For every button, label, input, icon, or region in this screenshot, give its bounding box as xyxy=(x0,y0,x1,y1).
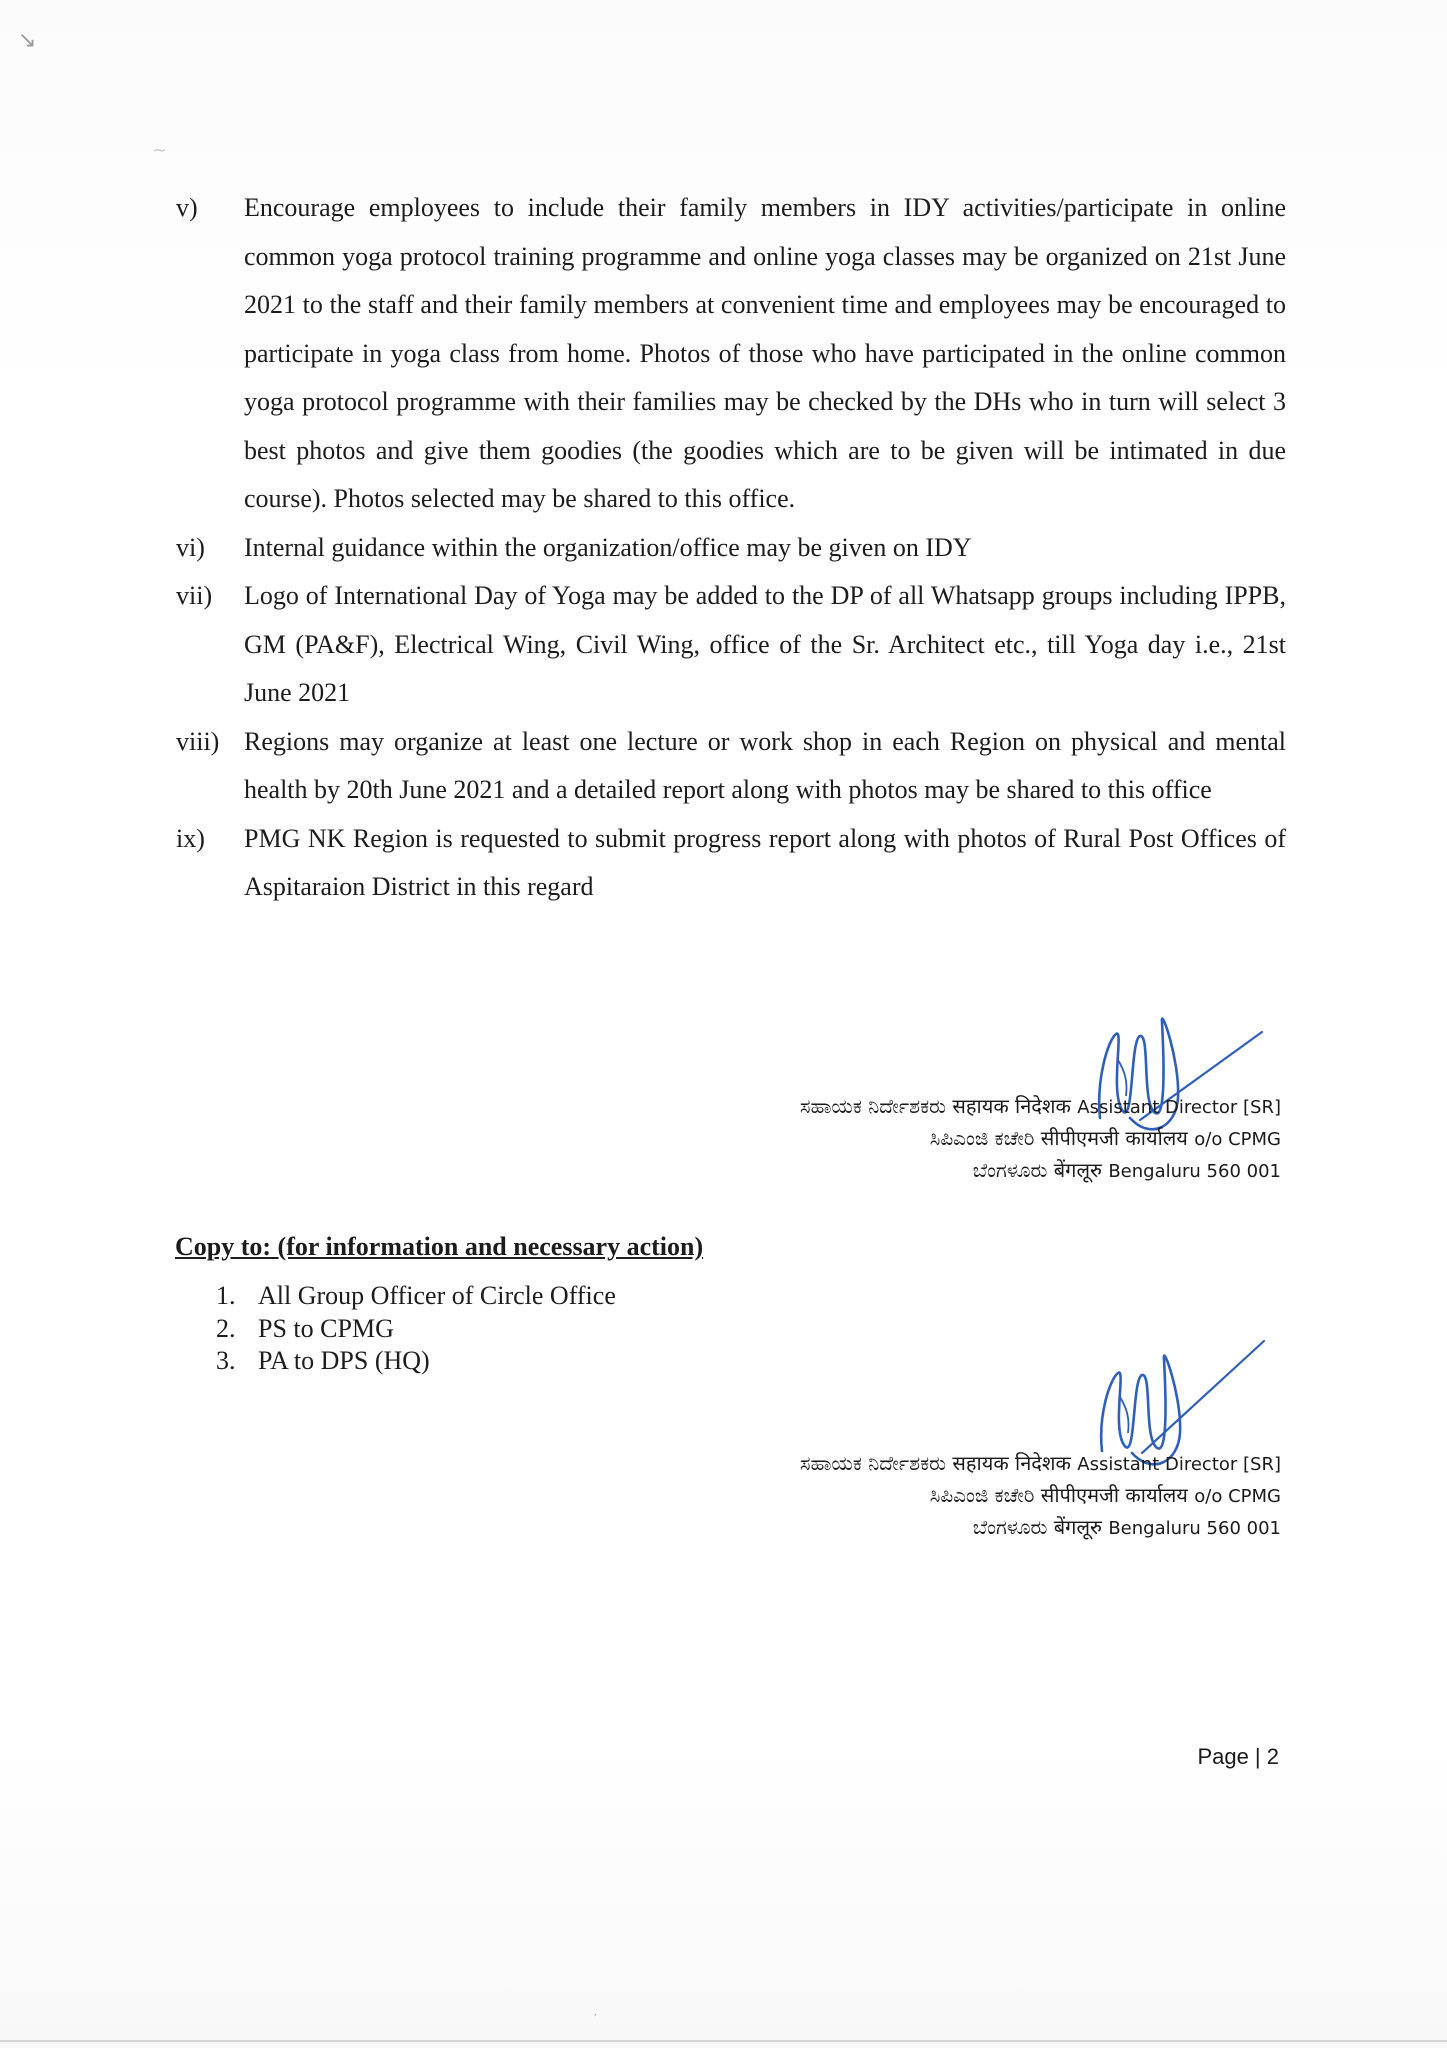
city-line xyxy=(800,1512,1281,1544)
item-text: Logo of International Day of Yoga may be added to the DP of all Whatsapp groups including IPPB, GM (PA&F), Electrical Wing, Civil Wing, office of the Sr. Architect etc., till Yoga day i.e., 21st June 2021 xyxy=(244,581,1286,707)
copy-to-text: PS to CPMG xyxy=(258,1313,394,1343)
item-number: viii) xyxy=(176,726,220,756)
city-english: Bengaluru 560 001 xyxy=(1108,1161,1281,1182)
item-text: Regions may organize at least one lecture or work shop in each Region on physical and mental health by 20th June 2021 and a detailed report along with photos may be shared to this office xyxy=(244,726,1286,804)
item-text: PMG NK Region is requested to submit progress report along with photos of Rural Post Offices of Aspitaraion District in this regard xyxy=(244,823,1286,901)
page-number: Page | 2 xyxy=(1197,1744,1279,1769)
copy-to-item xyxy=(216,1280,616,1313)
designation-english: Assistant Director [SR] xyxy=(1077,1097,1281,1118)
item-text: Encourage employees to include their family members in IDY activities/participate in online common yoga protocol training programme and online yoga classes may be organized on 21st June 2021 to the staff and their family members at convenient time and employees may be encouraged to participate in yoga class from home. Photos of those who have participated in the online common yoga protocol programme with their families may be checked by the DHs who in turn will select 3 best photos and give them goodies (the goodies which are to be given will be intimated in due course). Photos selected may be shared to this office. xyxy=(244,193,1286,513)
designation-line xyxy=(800,1448,1281,1480)
office-line xyxy=(800,1123,1281,1155)
office-regional: ಸಿಪಿಎಂಜಿ ಕಚೇರಿ सीपीएमजी कार्यालय xyxy=(929,1126,1188,1150)
designation-regional: ಸಹಾಯಕ ನಿರ್ದೇಶಕರು सहायक निदेशक xyxy=(799,1094,1071,1118)
page-edge xyxy=(0,2040,1447,2042)
list-item xyxy=(176,718,1286,815)
designation-english: Assistant Director [SR] xyxy=(1077,1454,1281,1475)
designation-line xyxy=(800,1091,1281,1123)
item-number: vii) xyxy=(176,581,213,610)
copy-to-list xyxy=(216,1280,616,1378)
item-number: ix) xyxy=(176,823,205,853)
office-regional: ಸಿಪಿಎಂಜಿ ಕಚೇರಿ सीपीएमजी कार्यालय xyxy=(929,1483,1188,1507)
office-english: o/o CPMG xyxy=(1194,1129,1281,1150)
city-regional: ಬೆಂಗಳೂರು बेंगलूरु xyxy=(972,1158,1102,1182)
copy-to-number: 1. xyxy=(216,1281,236,1310)
copy-to-item xyxy=(216,1345,616,1378)
copy-to-number: 3. xyxy=(216,1346,236,1375)
scan-artifact: ↘ xyxy=(18,28,37,53)
copy-to-text: PA to DPS (HQ) xyxy=(258,1346,430,1375)
city-line xyxy=(800,1155,1281,1187)
office-english: o/o CPMG xyxy=(1194,1486,1281,1507)
city-english: Bengaluru 560 001 xyxy=(1108,1518,1281,1539)
signature-block xyxy=(800,1091,1281,1187)
city-regional: ಬೆಂಗಳೂರು बेंगलूरु xyxy=(972,1515,1102,1539)
copy-to-number: 2. xyxy=(216,1313,236,1343)
list-item xyxy=(176,572,1286,718)
signature-block xyxy=(800,1448,1281,1544)
list-item xyxy=(176,184,1286,524)
office-line xyxy=(800,1480,1281,1512)
scan-artifact: ′ xyxy=(594,2012,597,2026)
copy-to-text: All Group Officer of Circle Office xyxy=(258,1281,616,1310)
copy-to-heading: Copy to: (for information and necessary action) xyxy=(175,1232,704,1261)
copy-to-item xyxy=(216,1313,616,1346)
item-number: v) xyxy=(176,193,198,222)
instruction-list xyxy=(176,184,1286,912)
designation-regional: ಸಹಾಯಕ ನಿರ್ದೇಶಕರು सहायक निदेशक xyxy=(799,1451,1071,1475)
list-item xyxy=(176,815,1286,912)
item-number: vi) xyxy=(176,532,205,562)
scan-artifact: ~ xyxy=(152,140,168,161)
item-text: Internal guidance within the organization/office may be given on IDY xyxy=(244,532,972,562)
list-item xyxy=(176,524,1286,573)
